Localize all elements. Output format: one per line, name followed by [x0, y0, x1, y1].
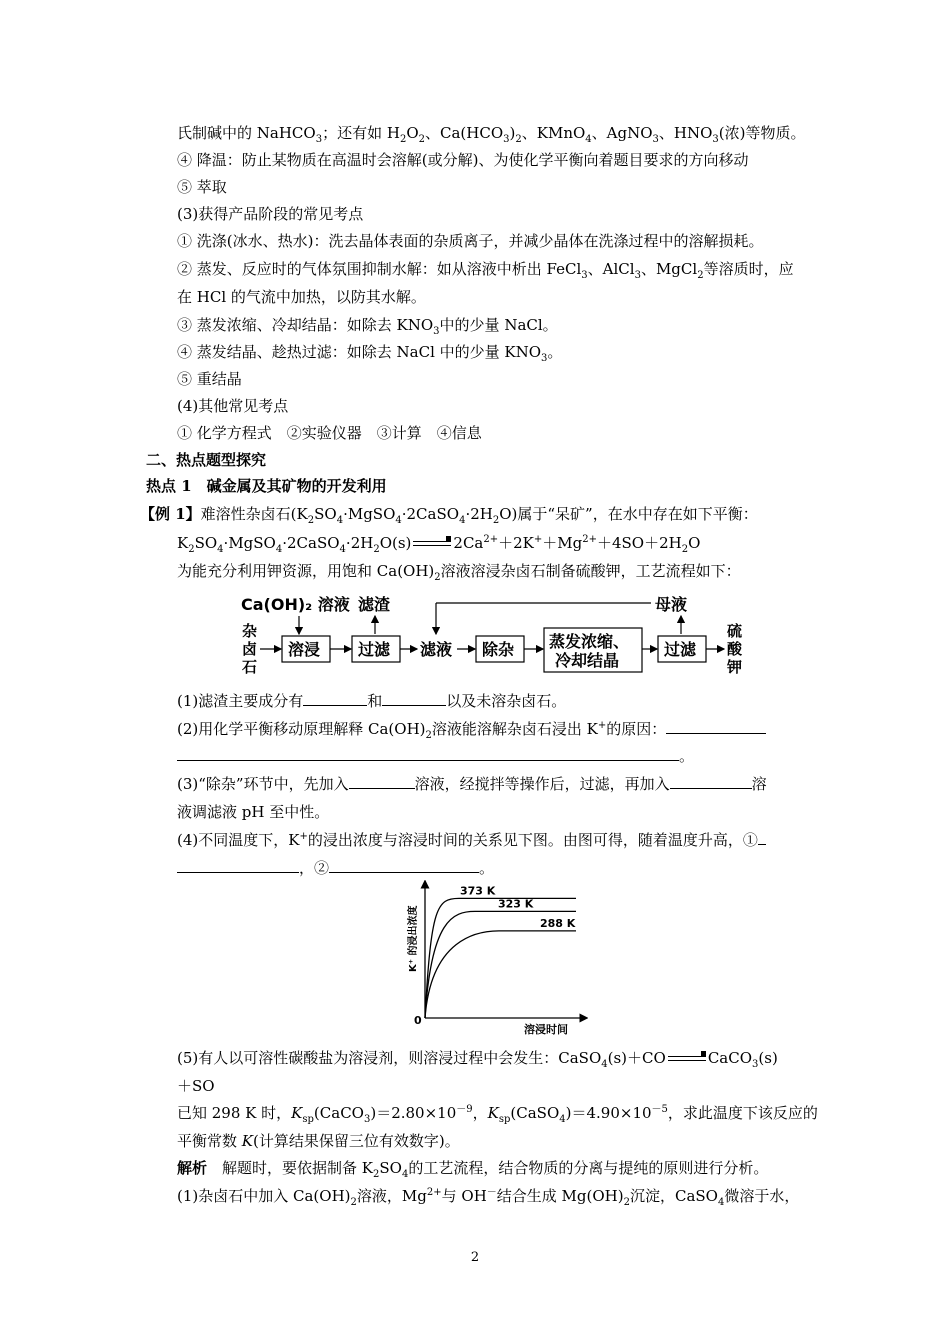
question-2-cont: 。: [177, 746, 694, 766]
curve-label-288K: 288 K: [540, 916, 576, 930]
question-6-cont: 平衡常数 K(计算结果保留三位有效数字)。: [177, 1132, 460, 1150]
line-11: (4)其他常见考点: [177, 397, 289, 415]
curve-label-323K: 323 K: [498, 897, 534, 911]
line-6: ② 蒸发、反应时的气体氛围抑制水解：如从溶液中析出 FeCl$_3$、AlCl$_3$、MgCl$_2$等溶质时，应: [177, 260, 794, 281]
analysis-line-2: (1)杂卤石中加入 $Ca(OH)_2$溶液，$Mg^{2+}$与 OH－结合生成 $Mg(OH)_2$沉淀，CaSO$_4$微溶于水，: [177, 1187, 800, 1208]
hotspot-heading: 热点 1 碱金属及其矿物的开发利用: [146, 477, 387, 495]
flow-residue-label: 滤渣: [358, 595, 391, 614]
flow-end-1: 硫: [727, 622, 743, 640]
blank-3a[interactable]: [349, 774, 415, 789]
flow-end-2: 酸: [727, 640, 743, 658]
flow-box-purify: 除杂: [482, 640, 515, 659]
chart-ylabel: K⁺ 的浸出浓度: [408, 905, 419, 972]
question-6: 已知 298 K 时，$K_{sp}(CaCO_3)=2.80\times 10^{-9}$，$K_{sp}(CaSO_4)=4.90\times 10^{-5}$，求此温度下该反应的: [177, 1104, 818, 1125]
question-1: (1)滤渣主要成分有 和 以及未溶杂卤石。: [177, 692, 567, 710]
question-3: (3)“除杂”环节中，先加入 溶液，经搅拌等操作后，过滤，再加入 溶: [177, 775, 767, 793]
curve-label-373K: 373 K: [460, 884, 496, 898]
flow-box-filter-2: 过滤: [664, 640, 697, 659]
flow-end-3: 钾: [727, 658, 743, 676]
flow-start-3: 石: [242, 658, 258, 676]
line-13: 为能充分利用钾资源，用饱和 $Ca(OH)_2$溶液溶浸杂卤石制备硫酸钾，工艺流程如下：: [177, 562, 741, 583]
equilibrium-arrow-icon-2: [668, 1054, 706, 1064]
line-4: (3)获得产品阶段的常见考点: [177, 205, 364, 223]
example-label: 【例 1】: [140, 505, 201, 523]
line-12: ① 化学方程式 ②实验仪器 ③计算 ④信息: [177, 424, 482, 442]
analysis-line-1: 解析 解题时，要依据制备 $K_2SO_4$的工艺流程，结合物质的分离与提纯的原则进行分析。: [177, 1159, 769, 1180]
line-2: ④ 降温：防止某物质在高温时会溶解(或分解)、为使化学平衡向着题目要求的方向移动: [177, 151, 749, 169]
process-flow-diagram: [237, 594, 757, 682]
blank-1b[interactable]: [382, 691, 446, 706]
section-heading: 二、热点题型探究: [146, 451, 267, 469]
blank-3b[interactable]: [670, 774, 752, 789]
question-4-cont: ，② 。: [177, 858, 494, 878]
line-10: ⑤ 重结晶: [177, 370, 242, 388]
line-1: 氏制碱中的 NaHCO$_3$；还有如 $H_2O_2$、$Ca(HCO_3)_2$、KMnO$_4$、AgNO$_3$、$HNO_3$(浓)等物质。: [177, 124, 806, 145]
flow-box-evaporate-2: 冷却结晶: [555, 651, 620, 670]
leaching-curve-chart: [398, 880, 588, 1038]
flow-box-evaporate-1: 蒸发浓缩、: [549, 632, 630, 651]
flow-box-filter-1: 过滤: [358, 640, 391, 659]
blank-4a[interactable]: [758, 830, 766, 845]
chart-xlabel: 溶浸时间: [524, 1023, 568, 1036]
line-8: ③ 蒸发浓缩、冷却结晶：如除去 $KNO_3$中的少量 NaCl。: [177, 316, 558, 337]
blank-2b[interactable]: [177, 746, 679, 761]
line-5: ① 洗涤(冰水、热水)：洗去晶体表面的杂质离子，并减少晶体在洗涤过程中的溶解损耗。: [177, 232, 764, 250]
page-number: 2: [470, 1250, 480, 1265]
curve-288K: [425, 931, 576, 1018]
blank-2a[interactable]: [666, 719, 766, 734]
flow-start-1: 杂: [242, 622, 258, 640]
flow-start-2: 卤: [242, 640, 258, 658]
question-5-cont: ＋SO: [177, 1077, 215, 1095]
equilibrium-arrow-icon: [413, 539, 451, 549]
question-5: (5)有人以可溶性碳酸盐为溶浸剂，则溶浸过程中会发生：CaSO$_4$(s)＋CO CaCO$_3$(s): [177, 1049, 778, 1070]
blank-4b[interactable]: [177, 858, 299, 873]
chart-origin: 0: [414, 1014, 422, 1027]
question-2: (2)用化学平衡移动原理解释 $Ca(OH)_2$溶液能溶解杂卤石浸出 K+的原因：: [177, 719, 766, 739]
flow-reagent-label: Ca(OH)₂ 溶液: [241, 595, 350, 614]
line-7: 在 HCl 的气流中加热，以防其水解。: [177, 288, 426, 306]
line-9: ④ 蒸发结晶、趁热过滤：如除去 NaCl 中的少量 $KNO_3$。: [177, 343, 563, 364]
equilibrium-equation: $K_2SO_4\cdot MgSO_4\cdot 2CaSO_4\cdot 2H_2O(s)$ $2Ca^{2+}+2K^++Mg^{2+}+4SO+2H_2O$: [177, 534, 701, 555]
flow-filtrate-label: 滤液: [420, 640, 453, 659]
flow-box-dissolve: 溶浸: [288, 640, 321, 659]
blank-1a[interactable]: [303, 691, 367, 706]
question-3-cont: 液调滤液 pH 至中性。: [177, 803, 330, 821]
flow-mother-label: 母液: [655, 595, 688, 614]
line-3: ⑤ 萃取: [177, 178, 227, 196]
example-line: 【例 1】难溶性杂卤石$(K_2SO_4\cdot MgSO_4\cdot 2CaSO_4\cdot 2H_2O)$属于“呆矿”，在水中存在如下平衡：: [140, 505, 758, 526]
blank-4c[interactable]: [329, 858, 479, 873]
question-4: (4)不同温度下，K+的浸出浓度与溶浸时间的关系见下图。由图可得，随着温度升高，①: [177, 830, 766, 850]
analysis-label: 解析: [177, 1159, 208, 1177]
